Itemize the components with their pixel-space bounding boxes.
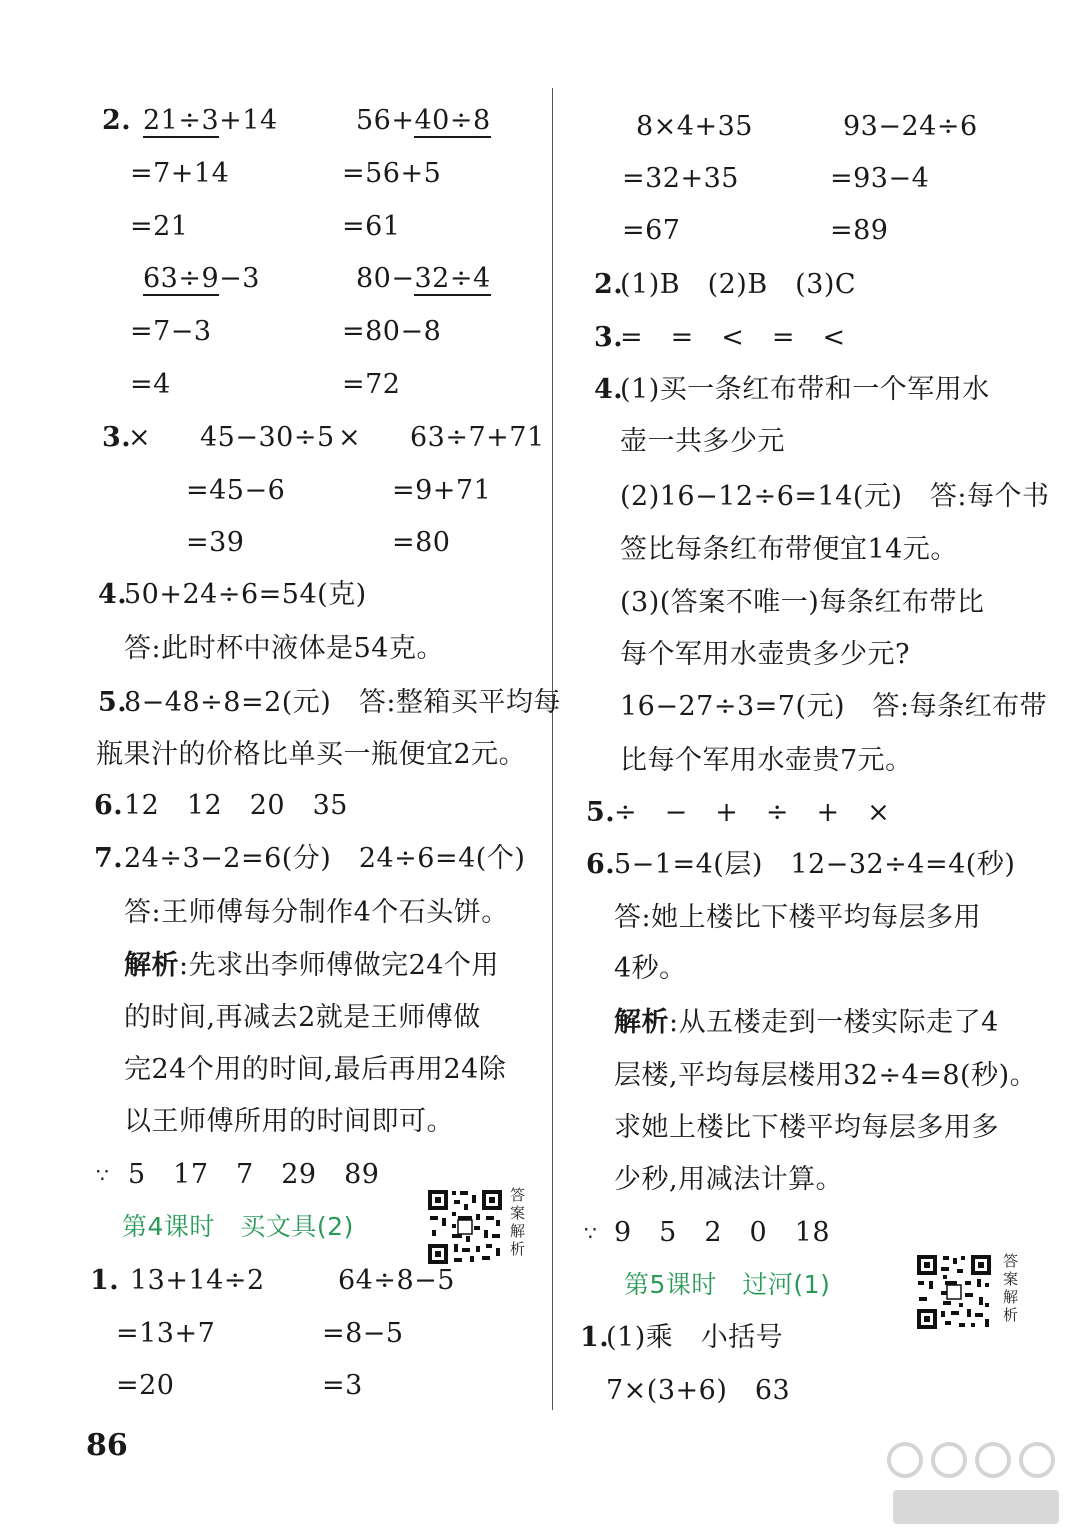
step: =4 [130,369,171,400]
step: =80−8 [342,316,442,347]
expression: 93−24÷6 [843,111,978,142]
answer-line: (1)乘 小括号 [606,1322,784,1353]
step: =8−5 [322,1318,404,1349]
answer-line: 12 12 20 35 [124,790,348,821]
question-number: 1. [580,1322,610,1353]
step: =56+5 [342,158,442,189]
expression: 63÷7+71 [410,422,545,453]
step: =3 [322,1370,363,1401]
bonus-symbol: ∵ [96,1163,110,1187]
step: =32+35 [622,163,739,194]
answer-line: 每个军用水壶贵多少元? [620,639,910,670]
analysis-line: 解析:先求出李师傅做完24个用 [124,950,499,981]
bonus-symbol: ∵ [584,1221,598,1245]
analysis-line: 求她上楼比下楼平均每层多用多 [614,1112,999,1143]
expression: 13+14÷2 [130,1265,265,1296]
answer-line: ÷ − + ÷ + × [614,797,891,828]
answer-line: 50+24÷6=54(克) [124,579,367,610]
question-number: 2. [102,105,132,136]
question-number: 3. [102,422,132,453]
answer-line: (3)(答案不唯一)每条红布带比 [620,587,985,618]
answer-line: 比每个军用水壶贵7元。 [620,745,913,776]
step: =89 [830,215,889,246]
question-number: 3. [594,322,624,353]
column-divider [552,88,553,1410]
answer-line: 16−27÷3=7(元) 答:每条红布带 [620,691,1048,722]
expression: 56+40÷8 [356,105,491,136]
answer-line: 答:她上楼比下楼平均每层多用 [614,902,982,933]
expression: 8×4+35 [636,111,753,142]
step: =93−4 [830,163,930,194]
question-number: 2. [594,269,624,300]
qr-caption: 答案解析 [1003,1252,1019,1324]
analysis-line: 以王师傅所用的时间即可。 [124,1106,454,1137]
step: =45−6 [186,475,286,506]
lesson-title: 第5课时 过河(1) [624,1270,831,1299]
bonus-answers: 5 17 7 29 89 [128,1159,380,1190]
answer-line: (1)买一条红布带和一个军用水 [620,374,990,405]
analysis-line: 完24个用的时间,最后再用24除 [124,1054,507,1085]
step: =67 [622,215,681,246]
question-number: 4. [98,579,128,610]
answer-line: 答:此时杯中液体是54克。 [124,633,444,664]
answer-line: 签比每条红布带便宜14元。 [620,534,958,565]
bonus-answers: 9 5 2 0 18 [614,1217,831,1248]
step: =7+14 [130,158,230,189]
qr-code-icon[interactable] [426,1188,504,1266]
step: =20 [116,1370,175,1401]
analysis-line: 少秒,用减法计算。 [614,1164,844,1195]
answer-line: 5−1=4(层) 12−32÷4=4(秒) [614,849,1016,880]
expression: 64÷8−5 [338,1265,455,1296]
expression: 80−32÷4 [356,263,491,294]
qr-caption: 答案解析 [510,1186,526,1258]
analysis-line: 的时间,再减去2就是王师傅做 [124,1002,481,1033]
answer-line: (2)16−12÷6=14(元) 答:每个书 [620,481,1050,512]
qr-code-icon[interactable] [915,1253,993,1331]
expression: 45−30÷5 [200,422,335,453]
question-number: 7. [94,843,124,874]
answer-line: 7×(3+6) 63 [606,1375,791,1406]
answer-line: 瓶果汁的价格比单买一瓶便宜2元。 [96,739,527,770]
expression: 63÷9−3 [143,263,260,294]
step: =13+7 [116,1318,216,1349]
answer-line: (1)B (2)B (3)C [620,269,857,300]
question-number: 6. [94,790,124,821]
cross-mark: × [338,422,362,453]
step: =39 [186,527,245,558]
question-number: 4. [594,374,624,405]
step: =72 [342,369,401,400]
answer-line: 答:王师傅每分制作4个石头饼。 [124,897,509,928]
answer-line: 8−48÷8=2(元) 答:整箱买平均每 [124,687,561,718]
lesson-title: 第4课时 买文具(2) [122,1212,354,1241]
answer-line: 24÷3−2=6(分) 24÷6=4(个) [124,843,526,874]
answer-line: = = < = < [620,322,846,353]
analysis-line: 层楼,平均每层楼用32÷4=8(秒)。 [614,1060,1038,1091]
step: =7−3 [130,316,212,347]
question-number: 6. [586,849,616,880]
answer-line: 4秒。 [614,953,687,984]
expression: 21÷3+14 [143,105,278,136]
step: =61 [342,211,401,242]
question-number: 5. [98,687,128,718]
step: =80 [392,527,451,558]
page-number: 86 [86,1428,128,1463]
watermark-logo [885,1440,1065,1534]
answer-line: 壶一共多少元 [620,426,785,457]
question-number: 5. [586,797,616,828]
cross-mark: × [128,422,152,453]
analysis-line: 解析:从五楼走到一楼实际走了4 [614,1007,999,1038]
step: =21 [130,211,189,242]
step: =9+71 [392,475,492,506]
question-number: 1. [90,1265,120,1296]
